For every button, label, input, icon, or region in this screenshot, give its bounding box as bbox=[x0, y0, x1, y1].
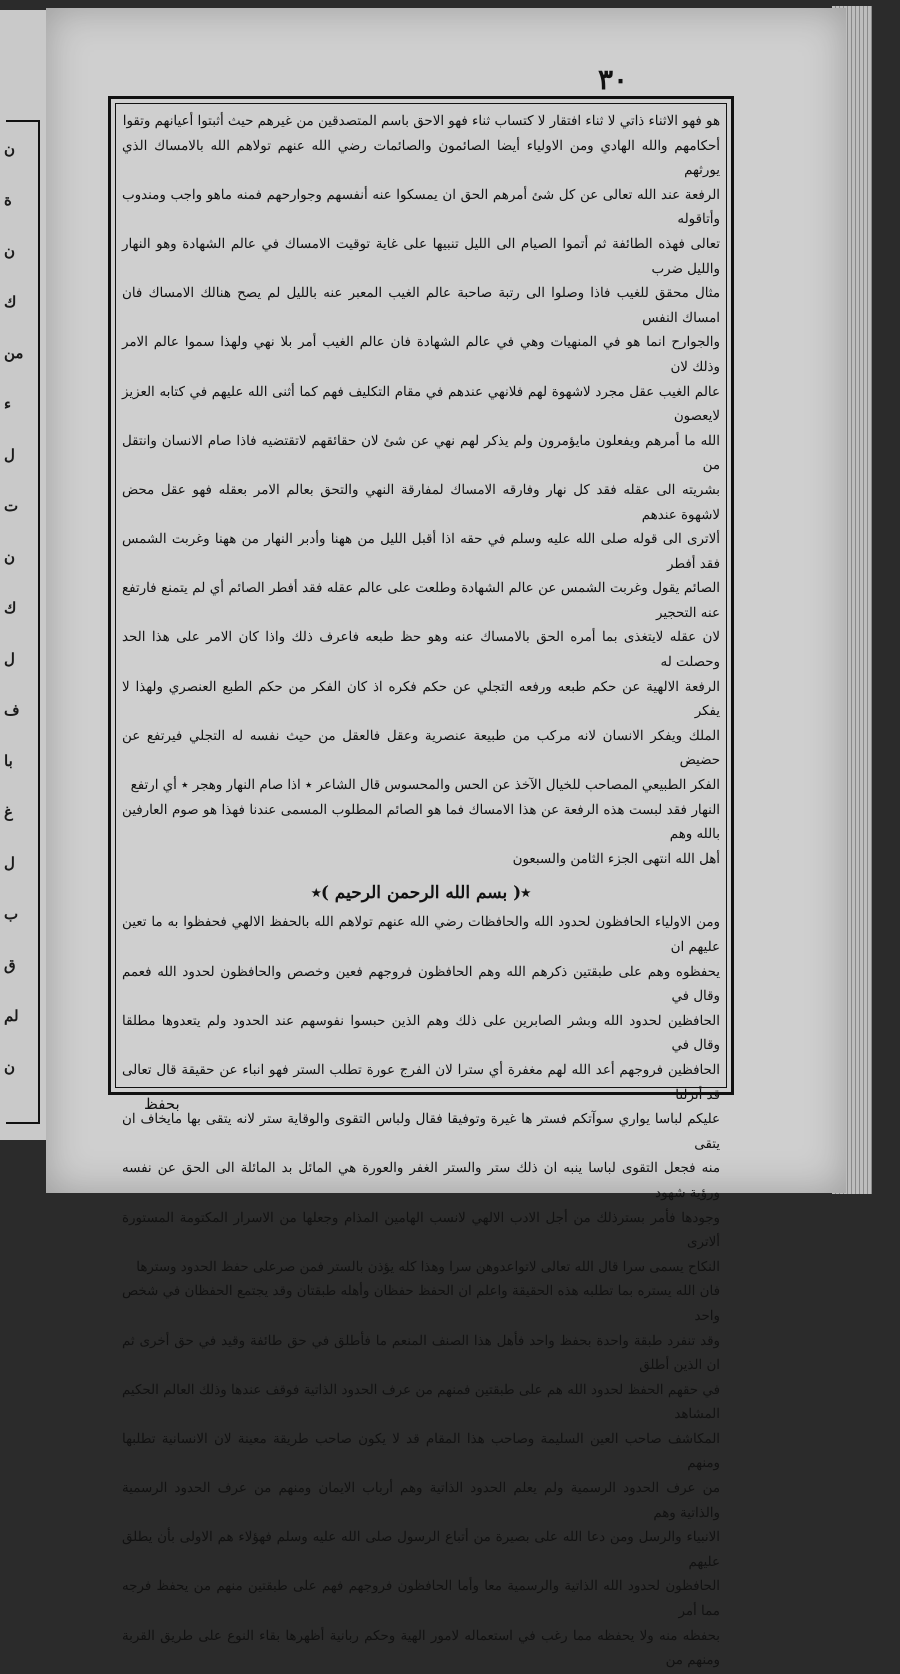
text-line: والجوارح انما هو في المنهيات وهي في عالم الشهادة فان عالم الغيب أمر بلا نهي ولهذا سموا عالم الامر وذلك لان bbox=[122, 335, 720, 375]
text-line: أحكامهم والله الهادي ومن الاولياء أيضا الصائمون والصائمات رضي الله عنهم تولاهم الله بالامساك الذي يورثهم bbox=[122, 138, 720, 179]
text-line: من عرف الحدود الرسمية ولم يعلم الحدود الذاتية وهم أرباب الايمان ومنهم من عرف الحدود الرسمية والذاتية وهم bbox=[122, 1481, 720, 1521]
text-line: الحافظون لحدود الله الذاتية والرسمية معا وأما الحافظون فروجهم فهم على طبقتين منهم من يحفظ فرجه مما أمر bbox=[122, 1579, 720, 1620]
adjacent-page-fragment: ل bbox=[4, 854, 15, 872]
text-line: عالم الغيب عقل مجرد لاشهوة لهم فلانهي عندهم في مقام التكليف فهم كما أثنى الله عليهم في كتابه العزيز لايعصون bbox=[122, 384, 720, 425]
text-line: أهل الله انتهى الجزء الثامن والسبعون bbox=[512, 851, 720, 867]
text-line: الرفعة عند الله تعالى عن كل شئ أمرهم الحق ان يمسكوا عنه أنفسهم وجوارحهم فمنه ماهو واجب ومندوب وأتاقوله bbox=[122, 187, 720, 228]
adjacent-page-fragment: با bbox=[4, 752, 13, 770]
adjacent-page-fragment: ن bbox=[4, 548, 16, 566]
text-line: النكاح يسمى سرا قال الله تعالى لاتواعدوهن سرا وهذا كله يؤذن بالستر فمن صرعلى حفظ الحدود وسترها bbox=[136, 1259, 720, 1275]
text-line: يحفظوه وهم على طبقتين ذكرهم الله وهم الحافظون فروجهم فعين وخصص والحافظون لحدود الله فعمم وقال في bbox=[122, 964, 720, 1005]
adjacent-page-fragment: ن bbox=[4, 1058, 16, 1076]
text-line: بشريته الى عقله فقد كل نهار وفارقه الامساك لمفارقة النهي والتحق بعالم الامر بعقله فهو عقل محض لاشهوة عندهم bbox=[122, 482, 720, 523]
section-one bbox=[122, 110, 720, 872]
adjacent-page-fragment: ة bbox=[4, 191, 12, 209]
adjacent-page-fragment: ء bbox=[4, 395, 12, 413]
text-frame bbox=[108, 96, 734, 1669]
adjacent-page-fragment: ف bbox=[4, 701, 20, 719]
text-line: الله ما أمرهم ويفعلون مايؤمرون ولم يذكر لهم نهي عن شئ لان حقائقهم لاتقتضيه فاذا صام الانسان وانتقل من bbox=[122, 433, 720, 474]
adjacent-page-fragment: ك bbox=[4, 293, 17, 311]
text-line: وقد تنفرد طبقة واحدة بحفظ واحد فأهل هذا الصنف المنعم ما فأطلق في حق طائفة وقيد في حق أخرى ثم ان الذين أطلق bbox=[122, 1333, 720, 1374]
text-line: فان الله يستره بما تطلبه هذه الحقيقة واعلم ان الحفظ حفظان وأهله طبقتان وقد يجتمع الحفظان في شخص واحد bbox=[122, 1284, 720, 1324]
text-line: النهار فقد لبست هذه الرفعة عن هذا الامساك فما هو الصائم المطلوب المسمى عندنا فهذا هو صوم العارفين بالله وهم bbox=[122, 802, 720, 843]
page-number: ٣٠ bbox=[598, 63, 629, 96]
adjacent-page-fragment: من bbox=[4, 344, 24, 362]
adjacent-page-fragment: ل bbox=[4, 446, 15, 464]
text-line: مثال محقق للغيب فاذا وصلوا الى رتبة صاحبة عالم الغيب المعبر عنه بالليل لم يصح هنالك الامساك فان امساك النفس bbox=[122, 286, 720, 326]
text-line: بحفظه منه ولا يحفظه مما رغب في استعماله لامور الهية وحكم ربانية أظهرها بقاء النوع على طريق القربة ومنهم من bbox=[122, 1628, 720, 1669]
text-line: عليكم لباسا يواري سوآتكم فستر ها غيرة وتوفيقا فقال ولباس التقوى والوقاية ستر لانه يتقى بها مايخاف ان يتقى bbox=[122, 1112, 720, 1152]
text-line: منه فجعل التقوى لباسا ينبه ان ذلك ستر والستر الغفر والعورة هي المائل بد المائلة الى الحق عن نفسه ورؤية شهود bbox=[122, 1161, 720, 1201]
text-line: ألاترى الى قوله صلى الله عليه وسلم في حقه اذا أقبل الليل من ههنا وأدبر النهار من ههنا وغربت الشمس فقد أفطر bbox=[122, 532, 720, 572]
text-line: الملك ويفكر الانسان لانه مركب من طبيعة عنصرية وعقل فالعقل من حيث نفسه له التجلي فيرتفع عن حضيض bbox=[122, 728, 720, 769]
text-line: الرفعة الالهية عن حكم طبعه ورفعه التجلي عن حكم فكره اذ كان الفكر من حكم الطبع العنصري ولهذا لا يفكر bbox=[122, 679, 720, 720]
adjacent-page-left bbox=[0, 10, 48, 1140]
adjacent-page-fragment: لم bbox=[4, 1007, 19, 1025]
adjacent-page-fragment: ق bbox=[4, 956, 16, 974]
text-line: في حقهم الحفظ لحدود الله هم على طبقتين فمنهم من عرف الحدود الذاتية فوقف عندها وذلك العالم الحكيم المشاهد bbox=[122, 1382, 720, 1423]
text-line: الانبياء والرسل ومن دعا الله على بصيرة من أتباع الرسول صلى الله عليه وسلم فهؤلاء هم الاولى بأن يطلق عليهم bbox=[122, 1530, 720, 1570]
text-line: ومن الاولياء الحافظون لحدود الله والحافظات رضي الله عنهم تولاهم الله بالحفظ الالهي فحفظوا به ما تعين عليهم ان bbox=[122, 915, 720, 955]
text-line: تعالى فهذه الطائفة ثم أتموا الصيام الى الليل تنبيها على غاية توقيت الامساك في عالم الشهادة وهو النهار والليل ضرب bbox=[122, 236, 720, 277]
text-line: هو فهو الاثناء ذاتي لا ثناء افتقار لا كتساب ثناء فهو الاحق باسم المتصدقين من غيرهم حيث أثبتوا أعيانهم وتقوا bbox=[122, 114, 720, 129]
adjacent-page-fragment: ب bbox=[4, 905, 19, 923]
text-line: الفكر الطبيعي المصاحب للخيال الآخذ عن الحس والمحسوس قال الشاعر ٭ اذا صام النهار وهجر ٭ أي ارتفع bbox=[130, 778, 720, 794]
main-text bbox=[122, 110, 720, 1669]
adjacent-page-fragment: ت bbox=[4, 497, 19, 515]
adjacent-page-fragment: ن bbox=[4, 140, 16, 158]
adjacent-page-fragment: ك bbox=[4, 599, 17, 617]
section-two bbox=[122, 911, 720, 1673]
text-frame-inner bbox=[115, 103, 727, 1669]
text-line: وجودها فأمر بسترذلك من أجل الادب الالهي لانسب الهامين المذام وجعلها من الاسرار المكتومة المستورة ألاترى bbox=[122, 1210, 720, 1251]
basmala-heading: ٭( بسم الله الرحمن الرحيم )٭ bbox=[311, 883, 531, 904]
adjacent-page-fragment: غ bbox=[4, 803, 13, 821]
book-page bbox=[46, 8, 846, 1669]
text-line: الصائم يقول وغربت الشمس عن عالم الشهادة وطلعت على عالم عقله فقد أفطر الصائم أي لم يتمنع فارتفع عنه التحجير bbox=[122, 581, 720, 621]
text-line: المكاشف صاحب العين السليمة وصاحب هذا المقام قد لا يكون صاحب طريقة معينة لان الانسانية تطلبها ومنهم bbox=[122, 1431, 720, 1472]
text-line: الحافظين فروجهم أعد الله لهم مغفرة أي سترا لان الفرج عورة تطلب الستر فهو انباء عن حقيقة قال تعالى قد أنزلنا bbox=[122, 1062, 720, 1103]
adjacent-page-fragment: ن bbox=[4, 242, 16, 260]
text-line: الحافظين لحدود الله وبشر الصابرين على ذلك وهم الذين حبسوا نفوسهم عند الحدود ولم يتعدوها مطلقا وقال في bbox=[122, 1013, 720, 1054]
adjacent-page-fragment: ل bbox=[4, 650, 15, 668]
text-line: لان عقله لايتغذى بما أمره الحق بالامساك عنه وهو حظ طبعه فاعرف ذلك واذا كان الامر على هذا الحد وحصلت له bbox=[122, 630, 720, 671]
catchword: بحفظ bbox=[144, 1095, 180, 1113]
